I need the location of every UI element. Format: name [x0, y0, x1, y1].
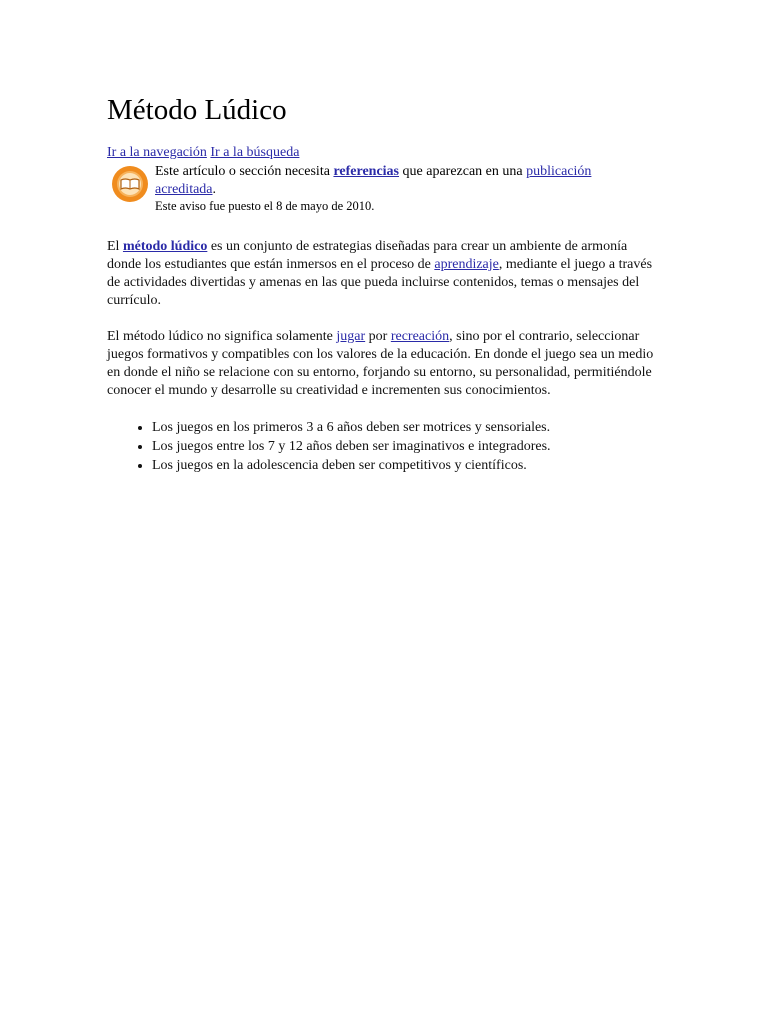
metodo-ludico-link[interactable]: método lúdico: [122, 239, 208, 254]
notice-text-after: .: [212, 182, 217, 197]
page-title: Método Lúdico: [107, 94, 287, 126]
age-games-list: [107, 418, 663, 475]
paragraph2-text-2: por: [365, 329, 391, 344]
jump-links: [107, 145, 663, 161]
notice-text-before: Este artículo o sección necesita: [155, 164, 334, 179]
skip-to-search-link[interactable]: Ir a la búsqueda: [210, 145, 300, 160]
paragraph1-text-1: El: [107, 239, 123, 254]
paragraph2-text-3: , sino por el contrario, seleccionar juegos formativos y compatibles con los valores de la educación. En donde el juego sea un medio en donde el niño se relacione con su entorno, forjando su entorno, su personalidad, permitiéndole conocer el mundo y desarrolle su creatividad e incrementen sus conocimientos.: [107, 329, 654, 398]
skip-to-navigation-link[interactable]: Ir a la navegación: [107, 145, 207, 160]
list-item: • Los juegos entre los 7 y 12 años deben ser imaginativos e integradores.: [152, 437, 663, 456]
jugar-link[interactable]: jugar: [336, 329, 366, 344]
recreacion-link[interactable]: recreación: [390, 329, 450, 344]
article: [107, 92, 663, 475]
paragraph1-text-3: , mediante el juego a través de actividades divertidas y amenas en las que pueda incluirse contenidos, temas o mensajes del currículo.: [107, 257, 653, 308]
paragraph-definition: [107, 238, 663, 310]
references-notice: [107, 163, 663, 213]
list-item: • Los juegos en la adolescencia deben ser competitivos y científicos.: [152, 456, 663, 475]
notice-date: Este aviso fue puesto el 8 de mayo de 2010.: [155, 199, 375, 213]
paragraph2-text-1: El método lúdico no significa solamente: [107, 329, 337, 344]
notice-text: [155, 163, 655, 214]
paragraph-explanation: [107, 328, 663, 400]
references-link[interactable]: referencias: [333, 164, 400, 179]
publication-link[interactable]: publicación acreditada: [155, 164, 592, 197]
aprendizaje-link[interactable]: aprendizaje: [434, 257, 499, 272]
list-item: • Los juegos en los primeros 3 a 6 años deben ser motrices y sensoriales.: [152, 418, 663, 437]
book-icon: [111, 165, 149, 203]
notice-text-middle: que aparezcan en una: [399, 164, 527, 179]
paragraph1-text-2: es un conjunto de estrategias diseñadas para crear un ambiente de armonía donde los estudiantes que están inmersos en el proceso de: [107, 239, 628, 272]
